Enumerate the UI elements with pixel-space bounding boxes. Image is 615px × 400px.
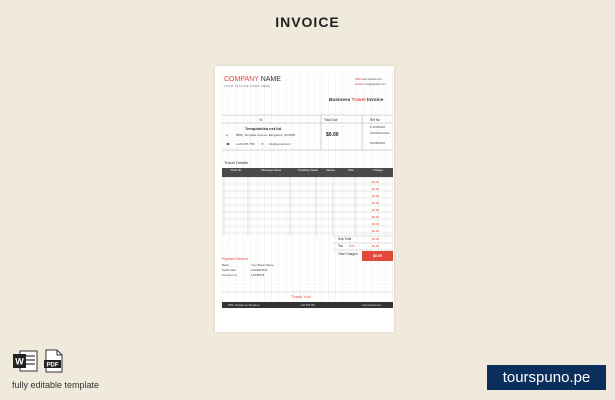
charge-cell: $0.00: [372, 187, 379, 191]
ref-label: Ref No: [370, 118, 380, 122]
pdf-icon: [44, 349, 64, 373]
footer-phone: +120 456 789: [300, 303, 315, 307]
tax-label: Tax: [338, 244, 343, 248]
web-label: WEB: [355, 78, 361, 81]
payment-row-value: Your Bank Name: [251, 263, 274, 267]
word-letter: W: [15, 356, 24, 367]
editable-caption: fully editable template: [12, 380, 100, 390]
payment-row-label: Account no.: [222, 273, 238, 277]
charge-cell: $0.00: [372, 215, 379, 219]
payment-row-label: Bank: [222, 263, 229, 267]
total-due-label: Total Due: [324, 118, 338, 122]
col-passenger-name: Passenger Name: [260, 169, 282, 172]
email-value: info@website.com: [364, 83, 386, 86]
sub-total-label: Sub Total: [338, 237, 352, 241]
payment-row-label: Swift code: [222, 268, 236, 272]
tax-value: $0.00: [372, 244, 379, 248]
total-due-value: $0.00: [326, 132, 339, 138]
payment-row-value: 1234567#21: [251, 268, 268, 272]
travel-label-b: Details: [234, 160, 249, 165]
brand-badge[interactable]: tourspuno.pe: [487, 365, 606, 390]
invoice-date-label: INVOICE Date: [370, 131, 390, 135]
title-part-b: Travel: [351, 98, 366, 103]
charge-cell: $0.00: [372, 180, 379, 184]
invoice-title: [329, 99, 383, 104]
to-address: 9856, Template Avenue, Bengaluru, 60 5683: [236, 133, 296, 137]
footer-address: 9856, Template Av, Bengaluru: [228, 303, 260, 307]
sub-total-value: $0.00: [372, 237, 379, 241]
col-travelling-details: Travelling Details: [298, 169, 318, 172]
charge-cell: $0.00: [372, 229, 379, 233]
total-charges-value: $0.00: [362, 251, 393, 261]
charge-cell: $0.00: [372, 194, 379, 198]
footer-web: www.website.com: [362, 303, 381, 307]
email-label: E-MAIL: [355, 83, 364, 86]
payment-method-label: Payment Method: [222, 257, 248, 261]
title-part-c: Invoice: [365, 98, 384, 103]
email-line: [355, 84, 386, 87]
page-heading: INVOICE: [275, 14, 340, 30]
col-ticket-no: Ticket No.: [230, 169, 242, 172]
charge-cell: $0.00: [372, 222, 379, 226]
travel-label-a: Travel: [224, 160, 235, 165]
invoice-document: [215, 66, 394, 332]
tax-rate: 0.00: [349, 244, 355, 248]
grid-lines: [215, 66, 394, 332]
charge-cell: $0.00: [372, 208, 379, 212]
total-charges-label: Total Charges: [338, 252, 358, 256]
thank-you: Thank You!: [291, 294, 312, 299]
web-value: www.website.com: [361, 78, 383, 81]
invoice-footer: [222, 302, 393, 308]
pdf-label: PDF: [46, 362, 59, 369]
company-name: [224, 76, 281, 83]
address-icon: ●: [226, 133, 228, 137]
word-icon: [12, 349, 38, 373]
col-charges: Charges: [373, 169, 383, 172]
company-name-part1: COMPANY: [224, 76, 259, 83]
to-phone: +120 456 789: [236, 142, 255, 146]
web-line: [355, 79, 382, 82]
to-label: To: [259, 118, 263, 122]
travel-details-label: [224, 161, 248, 165]
mail-icon: ✉: [261, 142, 264, 146]
to-email: info@email.com: [269, 142, 291, 146]
payment-row-value: 12345678: [251, 273, 265, 277]
invoice-date-value: 01/08/2020: [370, 141, 386, 145]
title-part-a: Business: [329, 98, 352, 103]
charge-cell: $0.00: [372, 201, 379, 205]
company-tagline: YOUR TAGLINE GOES HERE: [224, 85, 271, 88]
phone-icon: ☎: [226, 142, 230, 146]
col-rate: Rate: [348, 169, 354, 172]
col-sectors: Sectors: [326, 169, 335, 172]
to-name: Templatelab.net.ltd: [245, 126, 282, 131]
travel-table-header: [222, 168, 393, 177]
ref-value: # 123456/0: [370, 125, 386, 129]
company-name-part2: NAME: [258, 76, 281, 83]
